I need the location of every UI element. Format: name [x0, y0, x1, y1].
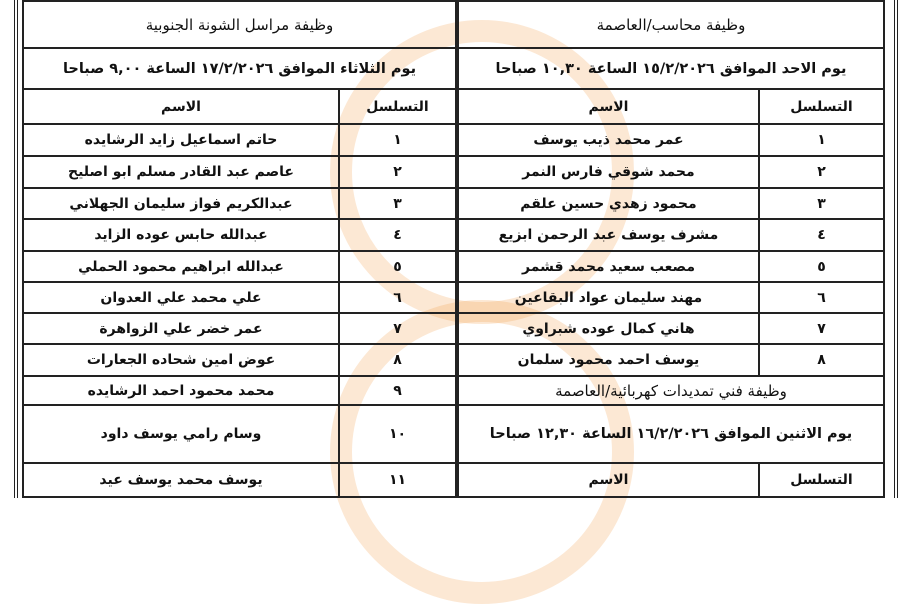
col-header-seq: التسلسل [759, 89, 884, 124]
seq-cell: ٣ [339, 188, 456, 219]
seq-cell: ١ [339, 124, 456, 156]
seq-cell: ٧ [759, 313, 884, 344]
name-cell: عبدالله حابس عوده الزايد [23, 219, 339, 251]
table-row [23, 251, 456, 282]
table-row [23, 463, 456, 497]
name-cell: عبدالكريم فواز سليمان الجهلاني [23, 188, 339, 219]
seq-cell: ٩ [339, 376, 456, 405]
table-row [23, 156, 456, 188]
table-row [458, 219, 884, 251]
seq-cell: ١٠ [339, 405, 456, 463]
table-row [458, 124, 884, 156]
table-row [23, 188, 456, 219]
seq-cell: ٦ [339, 282, 456, 313]
table-row [23, 344, 456, 376]
table-row [23, 219, 456, 251]
second-date-line: يوم الاثنين الموافق ١٦/٢/٢٠٢٦ الساعة ١٢,٣٠ صباحا [458, 405, 884, 463]
name-cell: عوض امين شحاده الجعارات [23, 344, 339, 376]
name-cell: علي محمد علي العدوان [23, 282, 339, 313]
table-row [458, 156, 884, 188]
table-row [23, 124, 456, 156]
name-cell: عمر محمد ذيب يوسف [458, 124, 759, 156]
messenger-schedule-table [22, 0, 457, 498]
date-line: يوم الثلاثاء الموافق ١٧/٢/٢٠٢٦ الساعة ٩,٠٠ صباحا [23, 48, 456, 89]
seq-cell: ٥ [759, 251, 884, 282]
col-header-seq: التسلسل [339, 89, 456, 124]
col-header-name: الاسم [458, 89, 759, 124]
table-row [458, 313, 884, 344]
table-row [458, 282, 884, 313]
accountant-schedule-table [457, 0, 885, 498]
seq-cell: ١١ [339, 463, 456, 497]
table-row [458, 251, 884, 282]
name-cell: يوسف احمد محمود سلمان [458, 344, 759, 376]
table-row [23, 313, 456, 344]
seq-cell: ٣ [759, 188, 884, 219]
table-row [458, 344, 884, 376]
date-line: يوم الاحد الموافق ١٥/٢/٢٠٢٦ الساعة ١٠,٣٠ صباحا [458, 48, 884, 89]
name-cell: مشرف يوسف عبد الرحمن ابزيع [458, 219, 759, 251]
name-cell: حاتم اسماعيل زايد الرشايده [23, 124, 339, 156]
seq-cell: ١ [759, 124, 884, 156]
name-cell: محمد محمود احمد الرشايده [23, 376, 339, 405]
name-cell: يوسف محمد يوسف عيد [23, 463, 339, 497]
name-cell: عاصم عبد القادر مسلم ابو اصليح [23, 156, 339, 188]
job-title: وظيفة محاسب/العاصمة [458, 1, 884, 48]
table-row [458, 188, 884, 219]
table-row [23, 376, 456, 405]
table-row [23, 405, 456, 463]
name-cell: مصعب سعيد محمد قشمر [458, 251, 759, 282]
seq-cell: ٥ [339, 251, 456, 282]
col-header-name: الاسم [23, 89, 339, 124]
seq-cell: ٧ [339, 313, 456, 344]
col-header-seq: التسلسل [759, 463, 884, 497]
name-cell: محمد شوقي فارس النمر [458, 156, 759, 188]
name-cell: عمر خضر علي الزواهرة [23, 313, 339, 344]
name-cell: عبدالله ابراهيم محمود الحملي [23, 251, 339, 282]
col-header-name: الاسم [458, 463, 759, 497]
table-row [23, 282, 456, 313]
name-cell: هاني كمال عوده شبراوي [458, 313, 759, 344]
name-cell: محمود زهدي حسين علقم [458, 188, 759, 219]
seq-cell: ٢ [759, 156, 884, 188]
name-cell: مهند سليمان عواد البقاعين [458, 282, 759, 313]
seq-cell: ٦ [759, 282, 884, 313]
seq-cell: ٤ [339, 219, 456, 251]
name-cell: وسام رامي يوسف داود [23, 405, 339, 463]
second-job-title: وظيفة فني تمديدات كهربائية/العاصمة [458, 376, 884, 405]
seq-cell: ٨ [759, 344, 884, 376]
seq-cell: ٨ [339, 344, 456, 376]
seq-cell: ٤ [759, 219, 884, 251]
job-title: وظيفة مراسل الشونة الجنوبية [23, 1, 456, 48]
seq-cell: ٢ [339, 156, 456, 188]
